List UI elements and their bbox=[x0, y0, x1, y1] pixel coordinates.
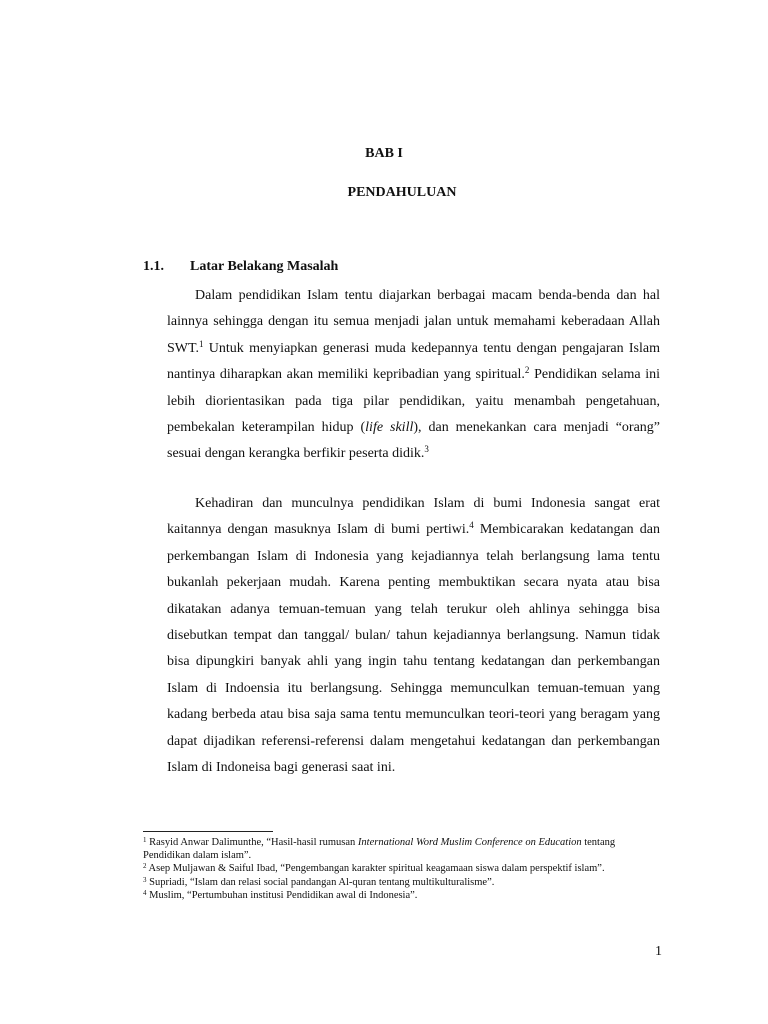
footnote-reference: 2 bbox=[524, 365, 530, 376]
footnotes bbox=[143, 836, 660, 902]
paragraph-text: Membicarakan kedatangan dan perkembangan Islam di Indonesia yang kejadiannya telah berlangsung lama tentu bukanlah pekerjaan mudah. Karena penting membuktikan secara nyata atau bisa dikatakan adanya temuan-temuan yang telah terukur oleh ahlinya sehingga bisa disebutkan tempat dan tanggal/ bulan/ tahun kejadiannya berlangsung. Namun tidak bisa dipungkiri banyak ahli yang ingin tahu tentang kedatangan dan perkembangan Islam di Indoensia itu berlangsung. Sehingga memunculkan temuan-temuan yang kadang berbeda atau bisa saja sama tentu memunculkan teori-teori yang beragam yang dapat dijadikan referensi-referensi dalam mengetahui kedatangan dan perkembangan Islam di Indoneisa bagi generasi saat ini. bbox=[167, 522, 660, 776]
chapter-label: BAB I bbox=[365, 146, 403, 161]
footnote-text: Asep Muljawan & Saiful Ibad, “Pengembangan karakter spiritual keagamaan siswa dalam perspektif islam”. bbox=[146, 863, 605, 875]
footnote bbox=[143, 836, 660, 862]
section-heading bbox=[143, 259, 338, 275]
footnote-number: 4 bbox=[143, 888, 147, 897]
body-paragraph bbox=[167, 283, 660, 468]
italic-term: life skill bbox=[365, 420, 414, 436]
section-number: 1.1. bbox=[143, 259, 164, 274]
footnote-reference: 1 bbox=[199, 338, 204, 349]
paragraph-text: Untuk menyiapkan generasi muda kedepannya tentu dengan pengajaran Islam nantinya diharapkan akan memiliki kepribadian yang spiritual. bbox=[167, 340, 660, 383]
body-paragraph bbox=[167, 491, 660, 781]
footnote bbox=[143, 862, 660, 875]
chapter-title: PENDAHULUAN bbox=[347, 185, 457, 200]
section-title: Latar Belakang Masalah bbox=[190, 259, 339, 274]
footnote-reference: 3 bbox=[424, 444, 429, 455]
footnote-number: 1 bbox=[143, 836, 147, 844]
page-number: 1 bbox=[655, 944, 662, 959]
footnote bbox=[143, 889, 660, 902]
footnote-text: Muslim, “Pertumbuhan institusi Pendidikan awal di Indonesia”. bbox=[146, 889, 418, 901]
footnote-text: Rasyid Anwar Dalimunthe, “Hasil-hasil rumusan bbox=[146, 837, 358, 848]
paragraph-text: Pendidikan selama ini lebih diorientasikan pada tiga pilar pendidikan, yaitu menambah pengetahuan, pembekalan keterampilan hidup ( bbox=[167, 367, 660, 436]
paragraph-text: Dalam pendidikan Islam tentu diajarkan berbagai macam benda-benda dan hal lainnya sehingga dengan itu semua menjadi jalan untuk memahami keberadaan Allah SWT. bbox=[167, 288, 660, 356]
footnote-number: 2 bbox=[143, 862, 147, 871]
paragraph-text: Kehadiran dan munculnya pendidikan Islam di bumi Indonesia sangat erat kaitannya dengan masuknya Islam di bumi pertiwi. bbox=[167, 496, 660, 538]
footnote-separator bbox=[143, 831, 273, 832]
footnote-reference: 4 bbox=[469, 520, 474, 531]
footnote-text: tentang Pendidikan dalam islam”. bbox=[143, 837, 616, 862]
footnote-italic: International Word Muslim Conference on Education bbox=[357, 837, 582, 848]
footnote bbox=[143, 876, 660, 889]
footnote-text: Supriadi, “Islam dan relasi social pandangan Al-quran tentang multikulturalisme”. bbox=[146, 876, 495, 888]
footnote-number: 3 bbox=[143, 875, 147, 884]
paragraph-text: ), dan menekankan cara menjadi “orang” sesuai dengan kerangka berfikir peserta didik. bbox=[167, 420, 661, 462]
